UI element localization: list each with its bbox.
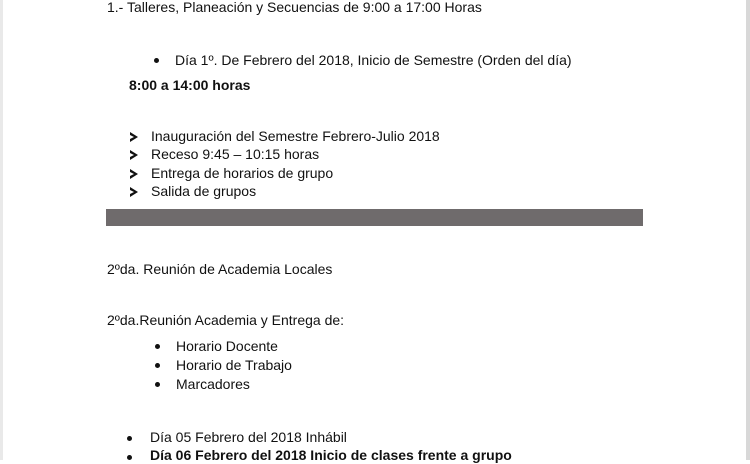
page-edge-left (0, 0, 3, 460)
arrow-bullet-icon (130, 169, 138, 179)
date-item: Día 05 Febrero del 2018 Inhábil (150, 429, 347, 445)
arrow-bullet-icon (130, 150, 138, 160)
deliverable-item: Marcadores (176, 376, 250, 392)
bullet-icon (155, 382, 160, 387)
bullet-icon (155, 363, 160, 368)
page-edge-right (746, 0, 750, 460)
schedule-label: 8:00 a 14:00 horas (129, 77, 251, 93)
bullet-icon (127, 436, 132, 441)
bullet-icon (155, 344, 160, 349)
section-heading: 1.- Talleres, Planeación y Secuencias de 9:00 a 17:00 Horas (107, 0, 482, 15)
meeting-locales: 2ºda. Reunión de Academia Locales (107, 261, 333, 277)
arrow-bullet-icon (130, 187, 138, 197)
agenda-item: Entrega de horarios de grupo (151, 165, 334, 181)
day1-item: Día 1º. De Febrero del 2018, Inicio de Semestre (Orden del día) (175, 52, 572, 68)
bullet-icon (154, 58, 159, 63)
bullet-icon (127, 455, 132, 460)
date-item: Día 06 Febrero del 2018 Inicio de clases frente a grupo (150, 447, 512, 463)
arrow-bullet-icon (130, 132, 138, 142)
deliverable-item: Horario de Trabajo (176, 357, 292, 373)
agenda-item: Inauguración del Semestre Febrero-Julio 2018 (151, 128, 440, 144)
agenda-item: Receso 9:45 – 10:15 horas (151, 146, 320, 162)
meeting-delivery: 2ºda.Reunión Academia y Entrega de: (107, 312, 345, 328)
section-divider-bar (106, 209, 643, 226)
deliverable-item: Horario Docente (176, 338, 278, 354)
agenda-item: Salida de grupos (151, 183, 257, 199)
